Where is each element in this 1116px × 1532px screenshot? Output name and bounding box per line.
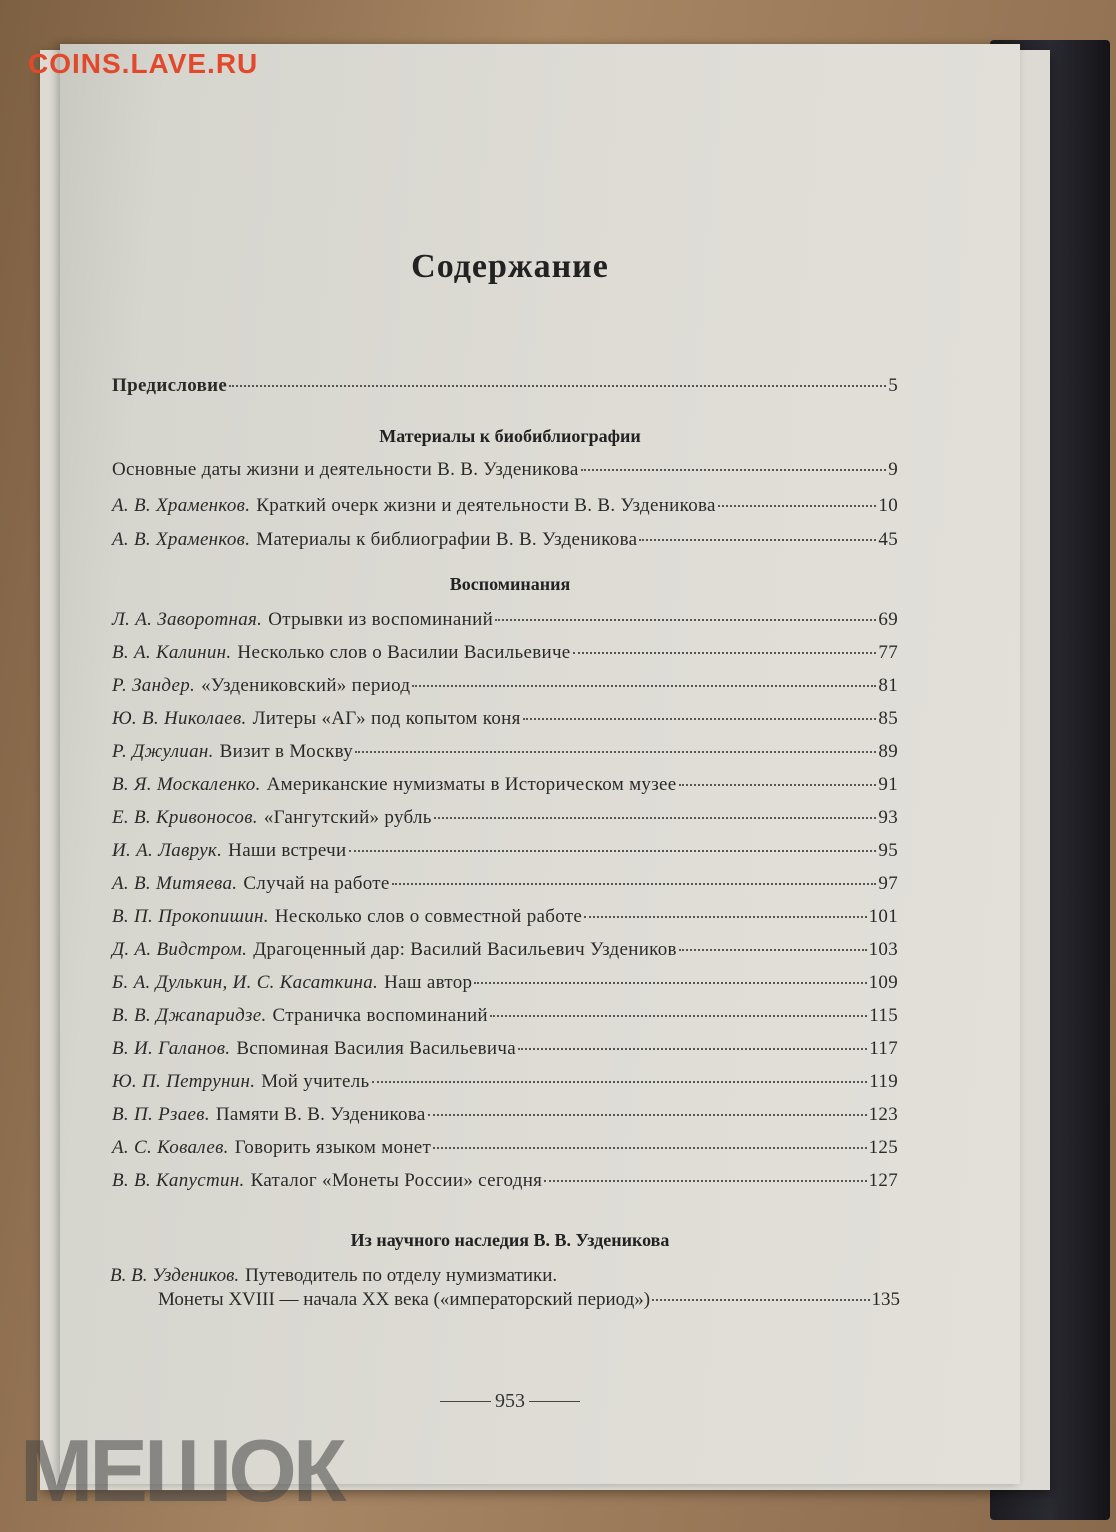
folio-rule-right — [529, 1401, 580, 1402]
dot-leader — [584, 916, 867, 918]
entry-page: 95 — [878, 840, 898, 861]
toc-entry — [112, 707, 898, 731]
entry-page: 77 — [878, 642, 898, 663]
entry-text: Мой учитель — [261, 1071, 370, 1092]
entry-text: Путеводитель по отделу нумизматики. — [245, 1265, 558, 1286]
entry-text: Вспоминая Василия Васильевича — [236, 1038, 516, 1059]
toc-entry — [112, 938, 898, 962]
entry-author: В. В. Уздеников. — [110, 1265, 240, 1286]
toc-entry — [112, 905, 898, 929]
dot-leader — [229, 385, 886, 387]
dot-leader — [544, 1180, 866, 1182]
entry-author: Ю. В. Николаев. — [112, 708, 247, 729]
entry-page: 89 — [878, 741, 898, 762]
entry-text: «Уздениковский» период — [201, 675, 411, 696]
entry-text: Наш автор — [384, 972, 473, 993]
entry-text: Краткий очерк жизни и деятельности В. В. Узденикова — [256, 495, 716, 516]
entry-author: Б. А. Дулькин, И. С. Касаткина. — [112, 972, 379, 993]
entry-page: 45 — [878, 529, 898, 550]
toc-entry — [112, 773, 898, 797]
entry-page: 10 — [878, 495, 898, 516]
entry-author: Ю. П. Петрунин. — [112, 1071, 256, 1092]
entry-line-1 — [110, 1264, 900, 1288]
entry-page: 125 — [868, 1137, 898, 1158]
toc-entry — [112, 1169, 898, 1193]
toc-entry-preface — [112, 374, 898, 398]
entry-author: Р. Зандер. — [112, 675, 196, 696]
entry-text: Предисловие — [112, 375, 228, 396]
dot-leader — [412, 685, 876, 687]
entry-text: Материалы к библиографии В. В. Узденикова — [256, 529, 638, 550]
entry-page: 123 — [868, 1104, 898, 1125]
toc-entry — [110, 1264, 900, 1312]
entry-text: Случай на работе — [243, 873, 390, 894]
entry-page: 101 — [868, 906, 898, 927]
entry-text: Американские нумизматы в Историческом музее — [266, 774, 677, 795]
entry-author: И. А. Лаврук. — [112, 840, 223, 861]
entry-page: 69 — [878, 609, 898, 630]
toc-entry — [112, 674, 898, 698]
dot-leader — [573, 652, 877, 654]
entry-page: 117 — [869, 1038, 898, 1059]
dot-leader — [679, 949, 867, 951]
toc-entry — [112, 1103, 898, 1127]
entry-author: А. В. Храменков. — [112, 529, 251, 550]
entry-text: Основные даты жизни и деятельности В. В. Узденикова — [112, 459, 579, 480]
dot-leader — [523, 718, 877, 720]
entry-text: Отрывки из воспоминаний — [268, 609, 494, 630]
dot-leader — [679, 784, 877, 786]
entry-text: «Гангутский» рубль — [263, 807, 432, 828]
toc-entry — [112, 1037, 898, 1061]
entry-page: 109 — [868, 972, 898, 993]
entry-page: 97 — [878, 873, 898, 894]
entry-page: 115 — [869, 1005, 898, 1026]
entry-author: А. С. Ковалев. — [112, 1137, 229, 1158]
folio-rule-left — [440, 1401, 491, 1402]
toc-entry — [112, 872, 898, 896]
entry-text: Страничка воспоминаний — [272, 1005, 488, 1026]
dot-leader — [718, 505, 877, 507]
entry-author: В. Я. Москаленко. — [112, 774, 261, 795]
entry-author: В. И. Галанов. — [112, 1038, 231, 1059]
toc-entry — [112, 839, 898, 863]
entry-line-2 — [110, 1288, 900, 1312]
dot-leader — [434, 817, 877, 819]
entry-text: Каталог «Монеты России» сегодня — [250, 1170, 543, 1191]
section-heading: Из научного наследия В. В. Узденикова — [350, 1230, 670, 1250]
toc-entry — [112, 971, 898, 995]
page-title: Содержание — [411, 248, 609, 285]
entry-author: Е. В. Кривоносов. — [112, 807, 258, 828]
toc-entry — [112, 740, 898, 764]
entry-text-continued: Монеты XVIII — начала XX века («императорский период») — [158, 1289, 651, 1310]
entry-author: В. В. Джапаридзе. — [112, 1005, 267, 1026]
watermark-meshok: МЕШОК — [20, 1421, 343, 1520]
dot-leader — [474, 982, 866, 984]
section-heading: Воспоминания — [449, 574, 571, 594]
dot-leader — [490, 1015, 867, 1017]
toc-entry — [112, 1136, 898, 1160]
dot-leader — [639, 539, 876, 541]
entry-author: В. В. Капустин. — [112, 1170, 245, 1191]
entry-text: Несколько слов о совместной работе — [274, 906, 583, 927]
dot-leader — [428, 1114, 867, 1116]
entry-author: А. В. Митяева. — [112, 873, 238, 894]
toc-entry — [112, 608, 898, 632]
entry-page: 81 — [878, 675, 898, 696]
entry-page: 127 — [868, 1170, 898, 1191]
toc-entry — [112, 641, 898, 665]
toc-entry — [112, 458, 898, 482]
dot-leader — [518, 1048, 867, 1050]
entry-page: 103 — [868, 939, 898, 960]
entry-author: В. П. Прокопишин. — [112, 906, 269, 927]
entry-author: Л. А. Заворотная. — [112, 609, 263, 630]
dot-leader — [349, 850, 877, 852]
entry-author: А. В. Храменков. — [112, 495, 251, 516]
page-number — [440, 1390, 580, 1413]
entry-page: 9 — [888, 459, 898, 480]
entry-page: 5 — [888, 375, 898, 396]
entry-text: Визит в Москву — [219, 741, 354, 762]
entry-text: Драгоценный дар: Василий Васильевич Уздеников — [253, 939, 677, 960]
watermark-coins-lave: COINS.LAVE.RU — [28, 48, 259, 79]
entry-text: Наши встречи — [228, 840, 347, 861]
entry-text: Говорить языком монет — [234, 1137, 432, 1158]
toc-entry — [112, 1004, 898, 1028]
entry-author: Д. А. Видстром. — [112, 939, 248, 960]
dot-leader — [581, 469, 887, 471]
entry-page: 119 — [869, 1071, 898, 1092]
toc-entry — [112, 528, 898, 552]
entry-author: Р. Джулиан. — [112, 741, 214, 762]
section-heading: Материалы к биобиблиографии — [379, 426, 641, 446]
dot-leader — [652, 1299, 869, 1301]
dot-leader — [355, 751, 876, 753]
toc-entry — [112, 1070, 898, 1094]
folio-number: 953 — [495, 1390, 525, 1412]
entry-page: 85 — [878, 708, 898, 729]
dot-leader — [433, 1147, 866, 1149]
dot-leader — [392, 883, 877, 885]
entry-author: В. А. Калинин. — [112, 642, 232, 663]
entry-text: Памяти В. В. Узденикова — [215, 1104, 426, 1125]
entry-page: 93 — [878, 807, 898, 828]
entry-page: 91 — [878, 774, 898, 795]
dot-leader — [372, 1081, 868, 1083]
entry-author: В. П. Рзаев. — [112, 1104, 210, 1125]
entry-text: Несколько слов о Василии Васильевиче — [237, 642, 571, 663]
entry-page: 135 — [871, 1289, 900, 1310]
toc-entry — [112, 494, 898, 518]
dot-leader — [495, 619, 876, 621]
toc-entry — [112, 806, 898, 830]
entry-text: Литеры «АГ» под копытом коня — [252, 708, 521, 729]
